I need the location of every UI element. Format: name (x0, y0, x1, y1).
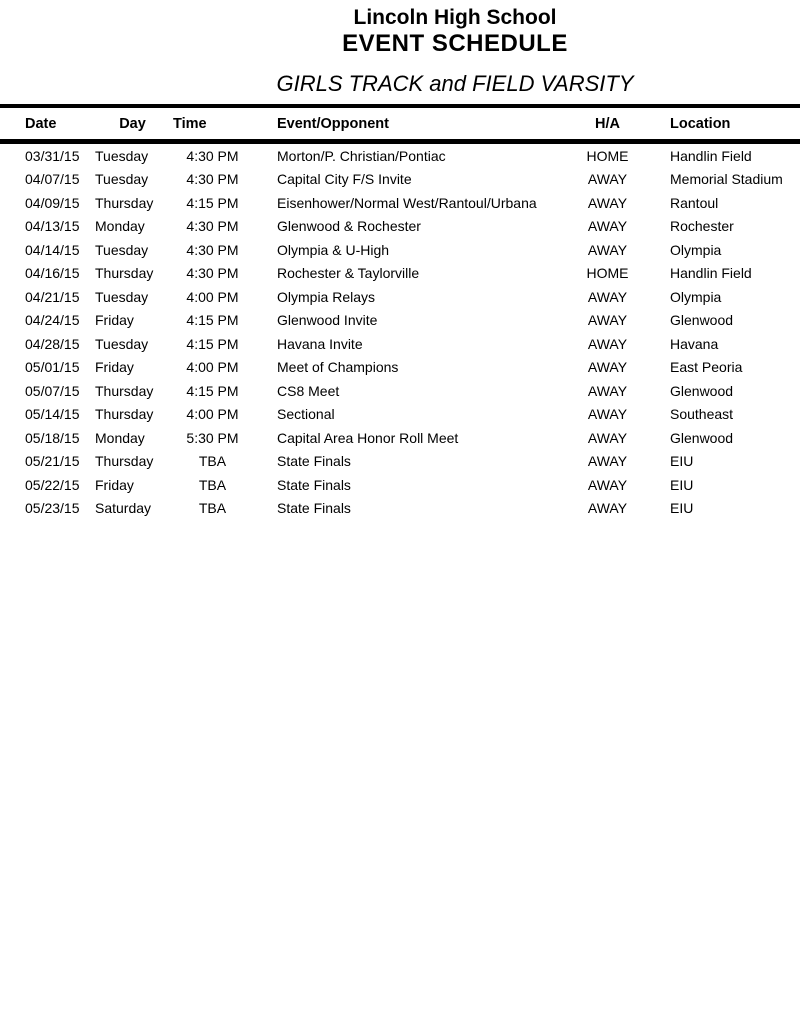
table-row (0, 356, 800, 380)
date-cell: 05/23/15 (25, 500, 80, 517)
event-cell: Capital City F/S Invite (277, 171, 412, 188)
day-cell: Tuesday (95, 335, 149, 352)
location-cell: Rantoul (670, 194, 719, 211)
location-cell: Handlin Field (670, 147, 752, 164)
table-row (0, 262, 800, 286)
time-cell: 4:00 PM (186, 359, 239, 376)
location-cell: Olympia (670, 241, 722, 258)
day-cell: Friday (95, 359, 134, 376)
location-cell: Rochester (670, 218, 734, 235)
time-cell: TBA (198, 476, 227, 493)
day-cell: Thursday (95, 453, 154, 470)
event-cell: Eisenhower/Normal West/Rantoul/Urbana (277, 194, 537, 211)
home-away-cell: AWAY (587, 476, 628, 493)
day-cell: Thursday (95, 406, 154, 423)
date-cell: 04/28/15 (25, 335, 80, 352)
event-cell: CS8 Meet (277, 382, 340, 399)
table-row (0, 473, 800, 497)
day-cell: Tuesday (95, 288, 149, 305)
date-cell: 03/31/15 (25, 147, 80, 164)
time-cell: 5:30 PM (186, 429, 239, 446)
column-header-time: Time (173, 115, 207, 132)
location-cell: Havana (670, 335, 719, 352)
column-header-day: Day (119, 115, 146, 132)
table-row (0, 497, 800, 521)
time-cell: 4:30 PM (186, 171, 239, 188)
time-cell: 4:15 PM (186, 382, 239, 399)
location-cell: EIU (670, 476, 694, 493)
day-cell: Tuesday (95, 147, 149, 164)
table-header-row (0, 108, 800, 139)
table-row (0, 238, 800, 262)
table-row (0, 309, 800, 333)
location-cell: Memorial Stadium (670, 171, 783, 188)
location-cell: Handlin Field (670, 265, 752, 282)
schedule-body (0, 144, 800, 520)
event-cell: Glenwood Invite (277, 312, 378, 329)
location-cell: Glenwood (670, 429, 734, 446)
table-row (0, 215, 800, 239)
location-cell: EIU (670, 453, 694, 470)
home-away-cell: AWAY (587, 288, 628, 305)
table-row (0, 332, 800, 356)
date-cell: 04/14/15 (25, 241, 80, 258)
document-header (110, 0, 800, 97)
team-subtitle: GIRLS TRACK and FIELD VARSITY (276, 71, 634, 96)
page-title: EVENT SCHEDULE (342, 30, 568, 57)
home-away-cell: HOME (586, 147, 629, 164)
location-cell: EIU (670, 500, 694, 517)
day-cell: Saturday (95, 500, 152, 517)
event-cell: Meet of Champions (277, 359, 399, 376)
date-cell: 04/21/15 (25, 288, 80, 305)
table-row (0, 426, 800, 450)
time-cell: 4:30 PM (186, 265, 239, 282)
time-cell: 4:15 PM (186, 194, 239, 211)
home-away-cell: AWAY (587, 241, 628, 258)
home-away-cell: AWAY (587, 171, 628, 188)
event-cell: Capital Area Honor Roll Meet (277, 429, 459, 446)
home-away-cell: AWAY (587, 453, 628, 470)
location-cell: Glenwood (670, 312, 734, 329)
date-cell: 05/21/15 (25, 453, 80, 470)
event-cell: Olympia Relays (277, 288, 376, 305)
time-cell: 4:30 PM (186, 218, 239, 235)
home-away-cell: AWAY (587, 429, 628, 446)
home-away-cell: AWAY (587, 335, 628, 352)
time-cell: 4:15 PM (186, 335, 239, 352)
day-cell: Thursday (95, 265, 154, 282)
day-cell: Thursday (95, 382, 154, 399)
time-cell: 4:15 PM (186, 312, 239, 329)
event-cell: State Finals (277, 500, 351, 517)
date-cell: 04/07/15 (25, 171, 80, 188)
date-cell: 05/14/15 (25, 406, 80, 423)
date-cell: 05/18/15 (25, 429, 80, 446)
event-cell: Olympia & U-High (277, 241, 390, 258)
day-cell: Monday (95, 218, 145, 235)
date-cell: 05/07/15 (25, 382, 80, 399)
table-row (0, 285, 800, 309)
date-cell: 04/16/15 (25, 265, 80, 282)
location-cell: Southeast (670, 406, 734, 423)
home-away-cell: AWAY (587, 406, 628, 423)
event-cell: State Finals (277, 453, 351, 470)
day-cell: Friday (95, 476, 134, 493)
time-cell: TBA (198, 453, 227, 470)
home-away-cell: AWAY (587, 500, 628, 517)
table-row (0, 191, 800, 215)
home-away-cell: HOME (586, 265, 629, 282)
time-cell: 4:30 PM (186, 147, 239, 164)
table-row (0, 168, 800, 192)
time-cell: 4:00 PM (186, 288, 239, 305)
event-cell: Rochester & Taylorville (277, 265, 420, 282)
location-cell: Olympia (670, 288, 722, 305)
day-cell: Tuesday (95, 171, 149, 188)
date-cell: 05/22/15 (25, 476, 80, 493)
table-row (0, 403, 800, 427)
home-away-cell: AWAY (587, 194, 628, 211)
table-row (0, 144, 800, 168)
date-cell: 05/01/15 (25, 359, 80, 376)
home-away-cell: AWAY (587, 218, 628, 235)
day-cell: Friday (95, 312, 134, 329)
table-row (0, 379, 800, 403)
event-cell: Glenwood & Rochester (277, 218, 421, 235)
day-cell: Thursday (95, 194, 154, 211)
location-cell: East Peoria (670, 359, 743, 376)
column-header-date: Date (25, 115, 57, 132)
event-cell: Morton/P. Christian/Pontiac (277, 147, 446, 164)
time-cell: 4:00 PM (186, 406, 239, 423)
day-cell: Monday (95, 429, 145, 446)
column-header-event: Event/Opponent (277, 115, 389, 132)
time-cell: 4:30 PM (186, 241, 239, 258)
date-cell: 04/13/15 (25, 218, 80, 235)
event-cell: Sectional (277, 406, 335, 423)
time-cell: TBA (198, 500, 227, 517)
column-header-location: Location (670, 115, 731, 132)
day-cell: Tuesday (95, 241, 149, 258)
school-name: Lincoln High School (353, 6, 557, 29)
location-cell: Glenwood (670, 382, 734, 399)
table-row (0, 450, 800, 474)
column-header-homeaway: H/A (595, 115, 620, 132)
home-away-cell: AWAY (587, 382, 628, 399)
home-away-cell: AWAY (587, 312, 628, 329)
event-cell: State Finals (277, 476, 351, 493)
date-cell: 04/09/15 (25, 194, 80, 211)
date-cell: 04/24/15 (25, 312, 80, 329)
home-away-cell: AWAY (587, 359, 628, 376)
event-cell: Havana Invite (277, 335, 363, 352)
